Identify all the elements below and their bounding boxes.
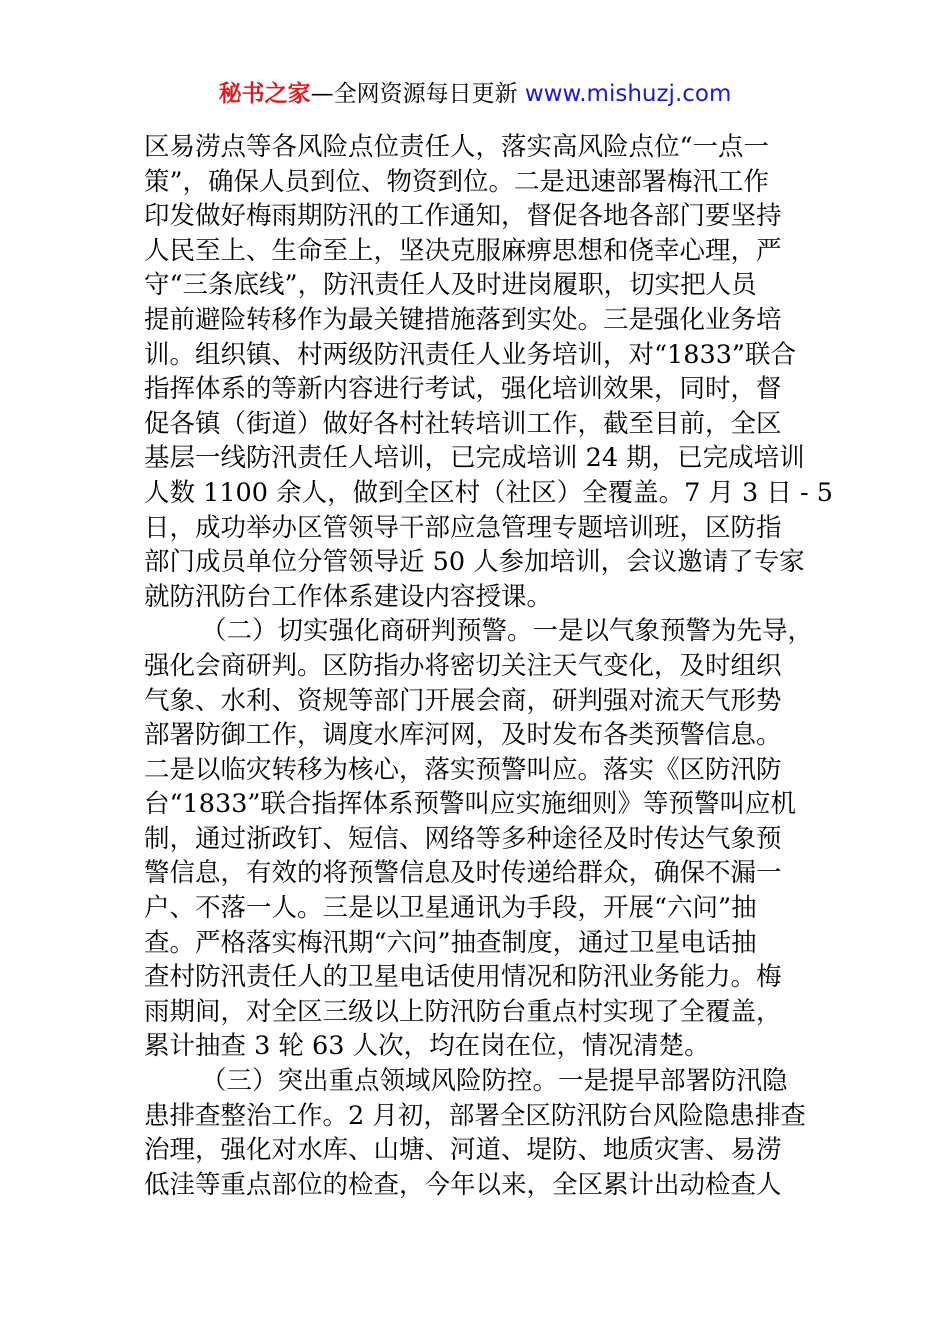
body-line: 户、不落一人。三是以卫星通讯为手段，开展“六问”抽 [144,893,757,924]
body-line: 查村防汛责任人的卫星电话使用情况和防汛业务能力。梅 [144,962,782,993]
body-line: 强化会商研判。区防指办将密切关注天气变化，及时组织 [144,650,782,681]
body-line: 雨期间，对全区三级以上防汛防台重点村实现了全覆盖， [144,996,782,1027]
body-line: 基层一线防汛责任人培训，已完成培训 24 期，已完成培训 [144,443,805,474]
section-heading-line: （三）突出重点领域风险防控。一是提早部署防汛隐 [201,1066,788,1097]
body-line: 印发做好梅雨期防汛的工作通知，督促各地各部门要坚持 [144,201,782,232]
body-line: 区易涝点等各风险点位责任人，落实高风险点位“一点一 [144,132,770,162]
site-url[interactable]: www.mishuzj.com [524,81,732,107]
body-line: 人数 1100 余人，做到全区村（社区）全覆盖。7 月 3 日 - 5 [144,477,833,508]
body-line: 警信息，有效的将预警信息及时传递给群众，确保不漏一 [144,858,782,889]
document-body [144,130,833,1202]
section-heading-line: （二）切实强化商研判预警。一是以气象预警为先导， [201,616,814,647]
body-line: 查。严格落实梅汛期“六问”抽查制度，通过卫星电话抽 [144,927,757,958]
body-line: 策”，确保人员到位、物资到位。二是迅速部署梅汛工作 [144,166,770,197]
body-line: 日，成功举办区管领导干部应急管理专题培训班，区防指 [144,512,782,543]
body-line: 部署防御工作，调度水库河网，及时发布各类预警信息。 [144,720,782,751]
body-line: 提前避险转移作为最关键措施落到实处。三是强化业务培 [144,304,782,335]
body-line: 就防汛防台工作体系建设内容授课。 [144,581,553,612]
body-line: 促各镇（街道）做好各村社转培训工作，截至目前，全区 [144,408,782,439]
body-line: 低洼等重点部位的检查，今年以来，全区累计出动检查人 [144,1169,782,1200]
body-line: 守“三条底线”，防汛责任人及时进岗履职，切实把人员 [144,270,757,301]
body-line: 治理，强化对水库、山塘、河道、堤防、地质灾害、易涝 [144,1135,782,1166]
body-line: 制，通过浙政钉、短信、网络等多种途径及时传达气象预 [144,823,782,854]
body-line: 患排查整治工作。2 月初，部署全区防汛防台风险隐患排查 [144,1100,806,1131]
site-brand: 秘书之家 [218,81,311,107]
site-header [0,78,950,110]
body-line: 训。组织镇、村两级防汛责任人业务培训，对“1833”联合 [144,339,796,370]
body-line: 气象、水利、资规等部门开展会商，研判强对流天气形势 [144,685,782,716]
body-line: 部门成员单位分管领导近 50 人参加培训，会议邀请了专家 [144,547,805,578]
body-line: 人民至上、生命至上，坚决克服麻痹思想和侥幸心理，严 [144,235,782,266]
body-line: 累计抽查 3 轮 63 人次，均在岗在位，情况清楚。 [144,1031,710,1062]
site-tagline: —全网资源每日更新 [310,81,525,107]
body-line: 指挥体系的等新内容进行考试，强化培训效果，同时，督 [144,374,782,405]
body-line: 台“1833”联合指挥体系预警叫应实施细则》等预警叫应机 [144,789,796,820]
body-line: 二是以临灾转移为核心，落实预警叫应。落实《区防汛防 [144,754,782,785]
